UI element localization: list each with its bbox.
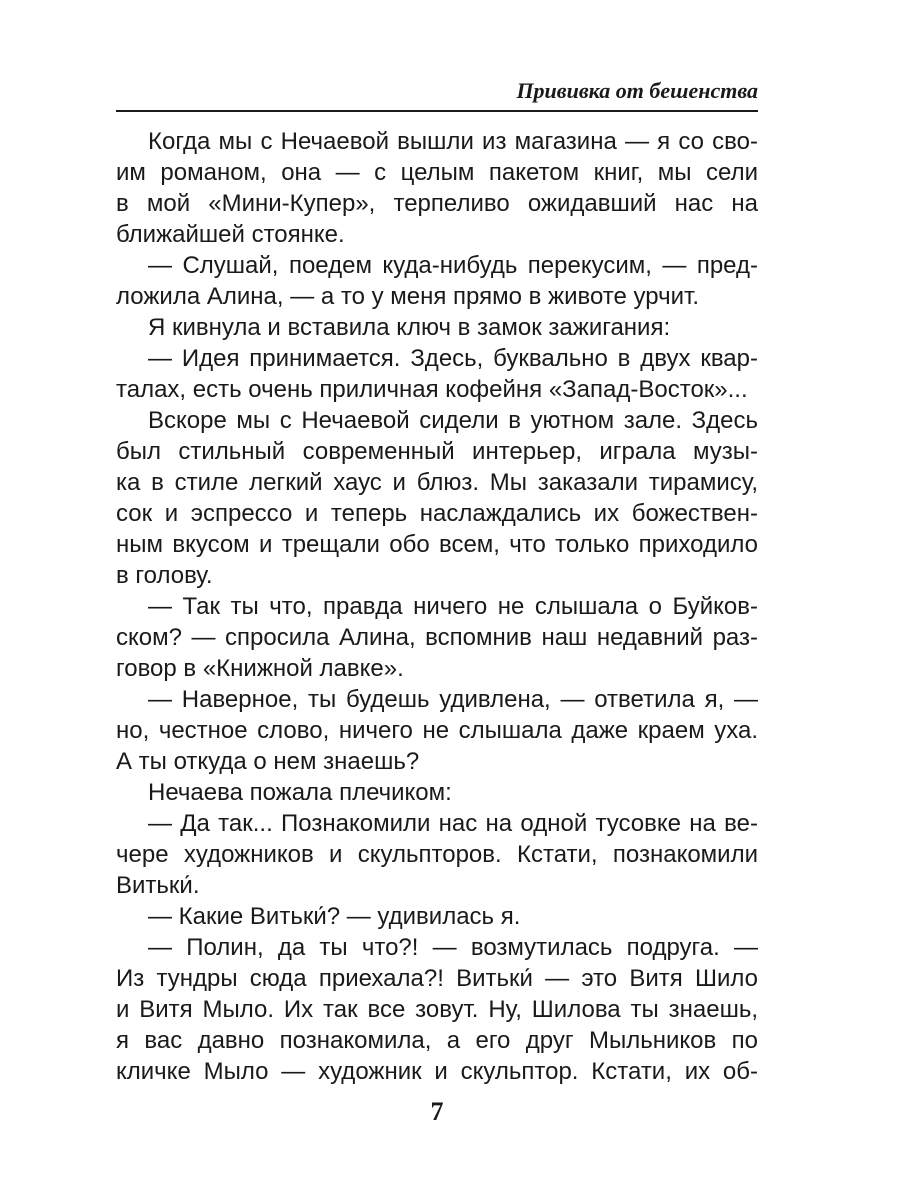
paragraph <box>116 250 758 312</box>
paragraph <box>116 126 758 250</box>
text-body <box>116 126 758 1087</box>
header-rule <box>116 110 758 112</box>
text-line: талах, есть очень приличная кофейня «Запад-Восток»... <box>116 376 748 403</box>
text-line: ложила Алина, — а то у меня прямо в животе урчит. <box>116 283 700 310</box>
text-line: — Да так... Познакомили нас на одной тусовке на ве- <box>148 810 758 837</box>
paragraph <box>116 405 758 591</box>
text-line: им романом, она — с целым пакетом книг, мы сели <box>116 159 758 186</box>
text-line: но, честное слово, ничего не слышала даже краем уха. <box>116 717 758 744</box>
paragraph <box>116 312 758 343</box>
text-line: Я кивнула и вставила ключ в замок зажигания: <box>148 314 671 341</box>
text-line: и Витя Мыло. Их так все зовут. Ну, Шилова ты знаешь, <box>116 996 758 1023</box>
text-line: я вас давно познакомила, а его друг Мыльников по <box>116 1027 758 1054</box>
text-line: был стильный современный интерьер, играла музы- <box>116 438 758 465</box>
text-line: — Слушай, поедем куда-нибудь перекусим, — пред- <box>148 252 758 279</box>
paragraph <box>116 343 758 405</box>
page-number: 7 <box>430 1097 444 1126</box>
text-line: кличке Мыло — художник и скульптор. Кстати, их об- <box>116 1058 758 1085</box>
text-line: ском? — спросила Алина, вспомнив наш недавний раз- <box>116 624 758 651</box>
text-line: Из тундры сюда приехала?! Витьки́ — это Витя Шило <box>116 965 758 992</box>
paragraph <box>116 777 758 808</box>
text-line: ным вкусом и трещали обо всем, что только приходило <box>116 531 758 558</box>
text-line: говор в «Книжной лавке». <box>116 655 404 682</box>
text-line: Нечаева пожала плечиком: <box>148 779 452 806</box>
paragraph <box>116 591 758 684</box>
text-line: в голову. <box>116 562 213 589</box>
text-line: Когда мы с Нечаевой вышли из магазина — я со сво- <box>148 128 758 155</box>
text-line: — Идея принимается. Здесь, буквально в двух квар- <box>148 345 758 372</box>
text-line: ближайшей стоянке. <box>116 221 345 248</box>
running-title: Прививка от бешенства <box>516 78 758 103</box>
paragraph <box>116 932 758 1087</box>
text-line: Вскоре мы с Нечаевой сидели в уютном зале. Здесь <box>148 407 758 434</box>
text-line: в мой «Мини-Купер», терпеливо ожидавший нас на <box>116 190 758 217</box>
text-line: — Наверное, ты будешь удивлена, — ответила я, — <box>148 686 758 713</box>
paragraph <box>116 684 758 777</box>
text-line: чере художников и скульпторов. Кстати, познакомили <box>116 841 758 868</box>
text-line: Витьки́. <box>116 872 200 899</box>
paragraph <box>116 901 758 932</box>
paragraph <box>116 808 758 901</box>
text-line: ка в стиле легкий хаус и блюз. Мы заказали тирамису, <box>116 469 758 496</box>
text-line: — Какие Витьки́? — удивилась я. <box>148 903 521 930</box>
text-line: сок и эспрессо и теперь наслаждались их божествен- <box>116 500 758 527</box>
text-line: А ты откуда о нем знаешь? <box>116 748 420 775</box>
text-line: — Так ты что, правда ничего не слышала о Буйков- <box>148 593 758 620</box>
text-line: — Полин, да ты что?! — возмутилась подруга. — <box>148 934 758 961</box>
